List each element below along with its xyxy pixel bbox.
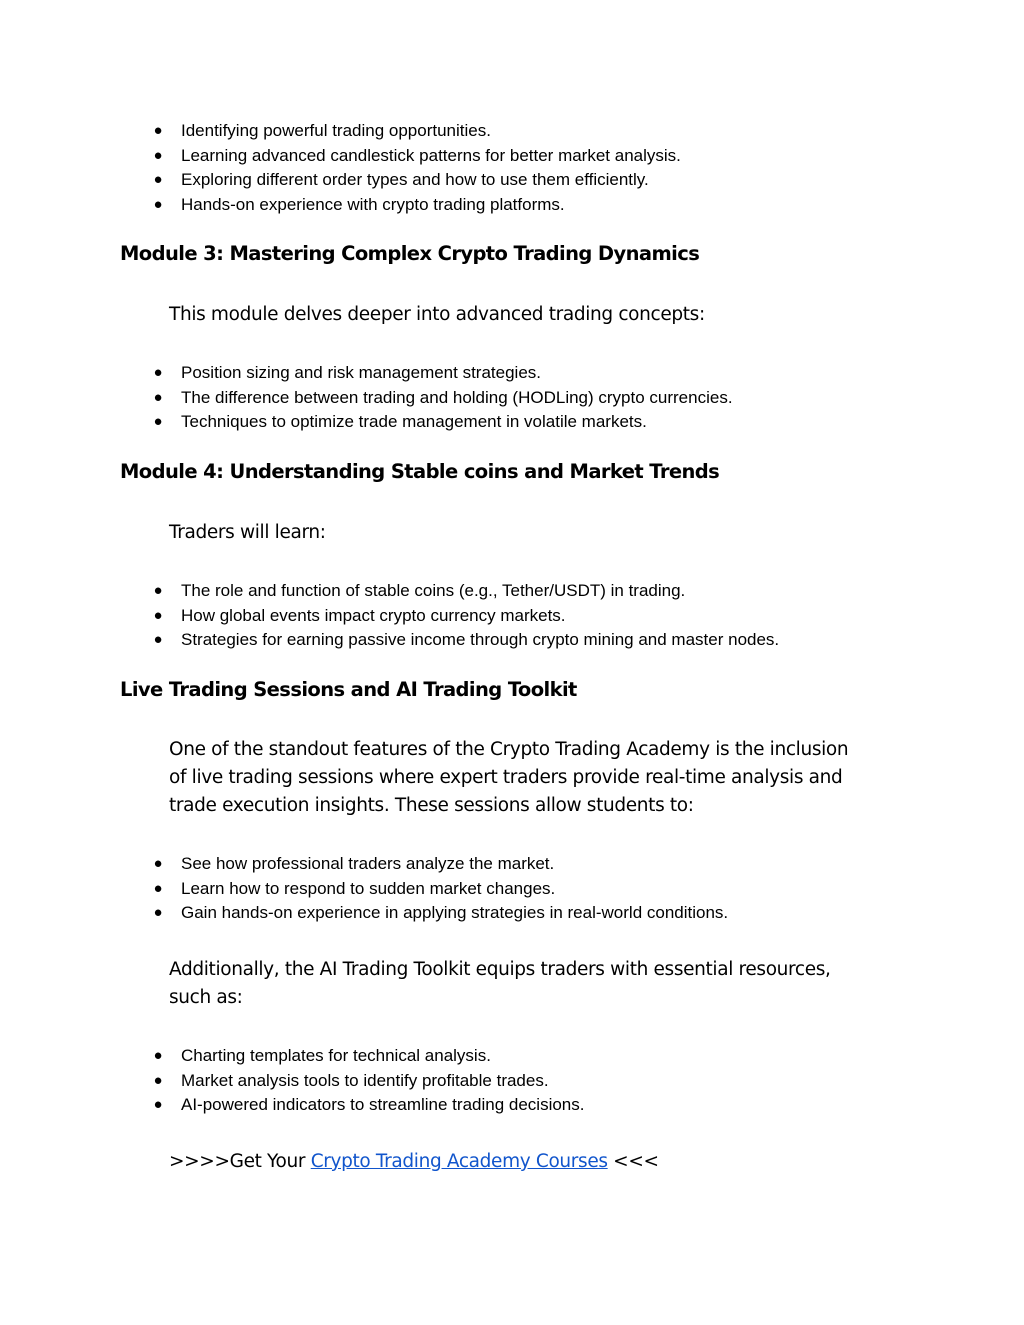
- bullet-icon: ●: [153, 631, 163, 648]
- bullet-icon: ●: [153, 171, 163, 188]
- list-item: ● Identifying powerful trading opportunities.: [152, 119, 912, 144]
- list-item: ● AI-powered indicators to streamline trading decisions.: [152, 1093, 912, 1118]
- bullet-icon: ●: [153, 879, 163, 897]
- bullet-icon: ●: [153, 582, 163, 599]
- live-sessions-list: [152, 852, 912, 926]
- live-trading-heading: Live Trading Sessions and AI Trading Toolkit: [120, 678, 577, 701]
- module3-intro: This module delves deeper into advanced trading concepts:: [169, 304, 705, 325]
- bullet-icon: ●: [153, 1047, 163, 1064]
- list-item: ● The difference between trading and holding (HODLing) crypto currencies.: [152, 386, 912, 411]
- bullet-icon: ●: [153, 413, 163, 430]
- list-item: ● Gain hands-on experience in applying strategies in real-world conditions.: [152, 901, 912, 926]
- list-item: ● Strategies for earning passive income through crypto mining and master nodes.: [152, 628, 912, 653]
- bullet-icon: ●: [153, 146, 163, 164]
- module3-list: [152, 361, 912, 435]
- module4-heading: Module 4: Understanding Stable coins and Market Trends: [120, 460, 720, 483]
- bullet-icon: ●: [153, 388, 163, 406]
- bullet-icon: ●: [153, 122, 163, 139]
- module3-heading: Module 3: Mastering Complex Crypto Trading Dynamics: [120, 242, 700, 265]
- live-trading-intro: One of the standout features of the Crypto Trading Academy is the inclusion of live trading sessions where expert traders provide real-time analysis and trade execution insights. These sessions allow students to:: [169, 739, 849, 816]
- bullet-icon: ●: [153, 1096, 163, 1113]
- courses-link[interactable]: Crypto Trading Academy Courses: [310, 1151, 608, 1172]
- toolkit-intro: Additionally, the AI Trading Toolkit equips traders with essential resources, such as:: [169, 959, 831, 1008]
- cta-prefix: >>>>Get Your: [169, 1151, 311, 1172]
- cta-line: [169, 1148, 869, 1176]
- bullet-icon: ●: [153, 364, 163, 381]
- bullet-icon: ●: [153, 904, 163, 921]
- list-item: ● Market analysis tools to identify profitable trades.: [152, 1069, 912, 1094]
- list-item: ● Hands-on experience with crypto trading platforms.: [152, 193, 912, 218]
- cta-suffix: <<<: [607, 1151, 659, 1172]
- bullet-icon: ●: [153, 1071, 163, 1089]
- list-item: ● Exploring different order types and how to use them efficiently.: [152, 168, 912, 193]
- skills-list: [152, 119, 912, 217]
- bullet-icon: ●: [153, 855, 163, 872]
- list-item: ● The role and function of stable coins (e.g., Tether/USDT) in trading.: [152, 579, 912, 604]
- module4-intro: Traders will learn:: [169, 522, 326, 543]
- toolkit-list: [152, 1044, 912, 1118]
- list-item: ● How global events impact crypto currency markets.: [152, 604, 912, 629]
- list-item: ● See how professional traders analyze the market.: [152, 852, 912, 877]
- bullet-icon: ●: [153, 606, 163, 624]
- list-item: ● Learn how to respond to sudden market changes.: [152, 877, 912, 902]
- bullet-icon: ●: [153, 195, 163, 213]
- list-item: ● Techniques to optimize trade management in volatile markets.: [152, 410, 912, 435]
- list-item: ● Learning advanced candlestick patterns for better market analysis.: [152, 144, 912, 169]
- module4-list: [152, 579, 912, 653]
- list-item: ● Position sizing and risk management strategies.: [152, 361, 912, 386]
- list-item: ● Charting templates for technical analysis.: [152, 1044, 912, 1069]
